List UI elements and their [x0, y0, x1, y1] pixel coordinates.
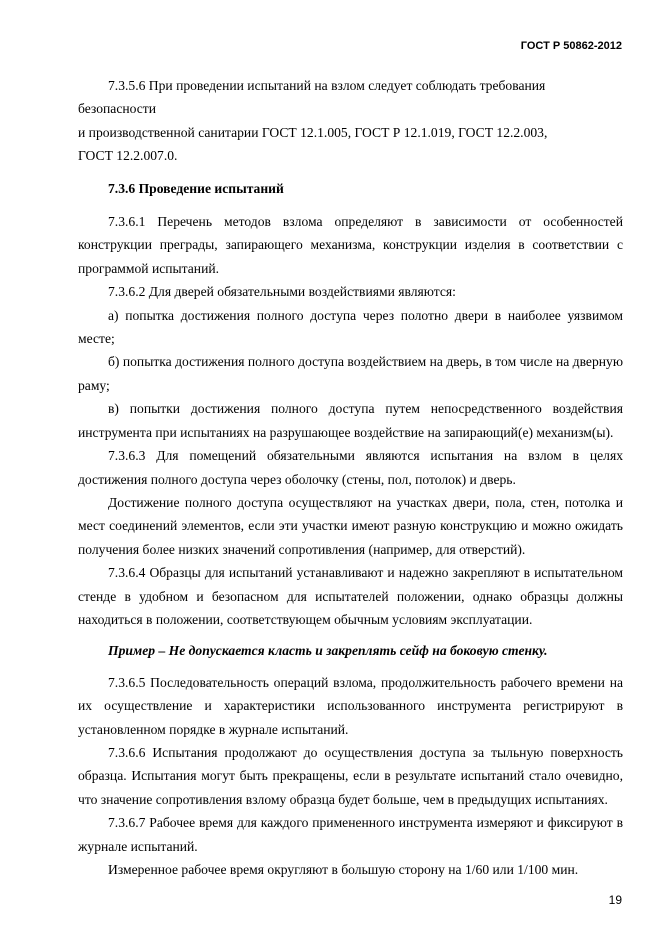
paragraph-7-3-6-2: 7.3.6.2 Для дверей обязательными воздействиями являются:: [108, 284, 456, 300]
paragraph-7-3-6-6: 7.3.6.6 Испытания продолжают до осуществления доступа за тыльную поверхность образца. Испытания могут быть прекращены, если в результате испытаний стало очевидно, что значение сопротивления взлому образца будет больше, чем в предыдущих испытаниях.: [78, 744, 623, 807]
paragraph-7-3-5-6-line-1: 7.3.5.6 При проведении испытаний на взлом следует соблюдать требования безопасности: [78, 78, 546, 117]
paragraph-7-3-5-6-line-3: ГОСТ 12.2.007.0.: [78, 148, 178, 164]
document-id: ГОСТ Р 50862-2012: [520, 40, 622, 52]
list-item-a: а) попытка достижения полного доступа через полотно двери в наиболее уязвимом месте;: [78, 307, 623, 347]
paragraph-7-3-6-4: 7.3.6.4 Образцы для испытаний устанавливают и надежно закрепляют в испытательном стенде в удобном и безопасном для испытателей положении, однако образцы должны находиться в положении, соответствующем обычным условиям эксплуатации.: [78, 565, 623, 627]
paragraph-full-access: Достижение полного доступа осуществляют на участках двери, пола, стен, потолка и мест соединений элементов, если эти участки имеют разную конструкцию и можно ожидать получения более низких значений сопротивления (например, для отверстий).: [78, 494, 623, 557]
paragraph-7-3-6-3: 7.3.6.3 Для помещений обязательными являются испытания на взлом в целях достижения полного доступа через оболочку (стены, пол, потолок) и дверь.: [78, 448, 623, 487]
page-number: 19: [608, 893, 622, 907]
paragraph-7-3-6-1: 7.3.6.1 Перечень методов взлома определяют в зависимости от особенностей конструкции преграды, запирающего механизма, конструкции изделия в соответствии с программой испытаний.: [78, 214, 623, 276]
paragraph-7-3-5-6-line-2: и производственной санитарии ГОСТ 12.1.005, ГОСТ Р 12.1.019, ГОСТ 12.2.003,: [78, 124, 548, 140]
section-heading-7-3-6: 7.3.6 Проведение испытаний: [108, 180, 284, 196]
paragraph-7-3-6-5: 7.3.6.5 Последовательность операций взлома, продолжительность рабочего времени на их осуществление и характеристики использованного инструмента регистрируют в установленном порядке в журнале испытаний.: [78, 674, 623, 737]
paragraph-7-3-6-7: 7.3.6.7 Рабочее время для каждого примененного инструмента измеряют и фиксируют в журнале испытаний.: [78, 815, 623, 854]
list-item-b: б) попытка достижения полного доступа воздействием на дверь, в том числе на дверную раму;: [78, 354, 623, 393]
document-body: [78, 74, 623, 881]
example-note: Пример – Не допускается класть и закреплять сейф на боковую стенку.: [108, 643, 548, 659]
paragraph-rounding: Измеренное рабочее время округляют в большую сторону на 1/60 или 1/100 мин.: [108, 862, 579, 877]
list-item-c: в) попытки достижения полного доступа путем непосредственного воздействия инструмента при испытаниях на разрушающее воздействие на запирающий(е) механизм(ы).: [78, 401, 623, 440]
